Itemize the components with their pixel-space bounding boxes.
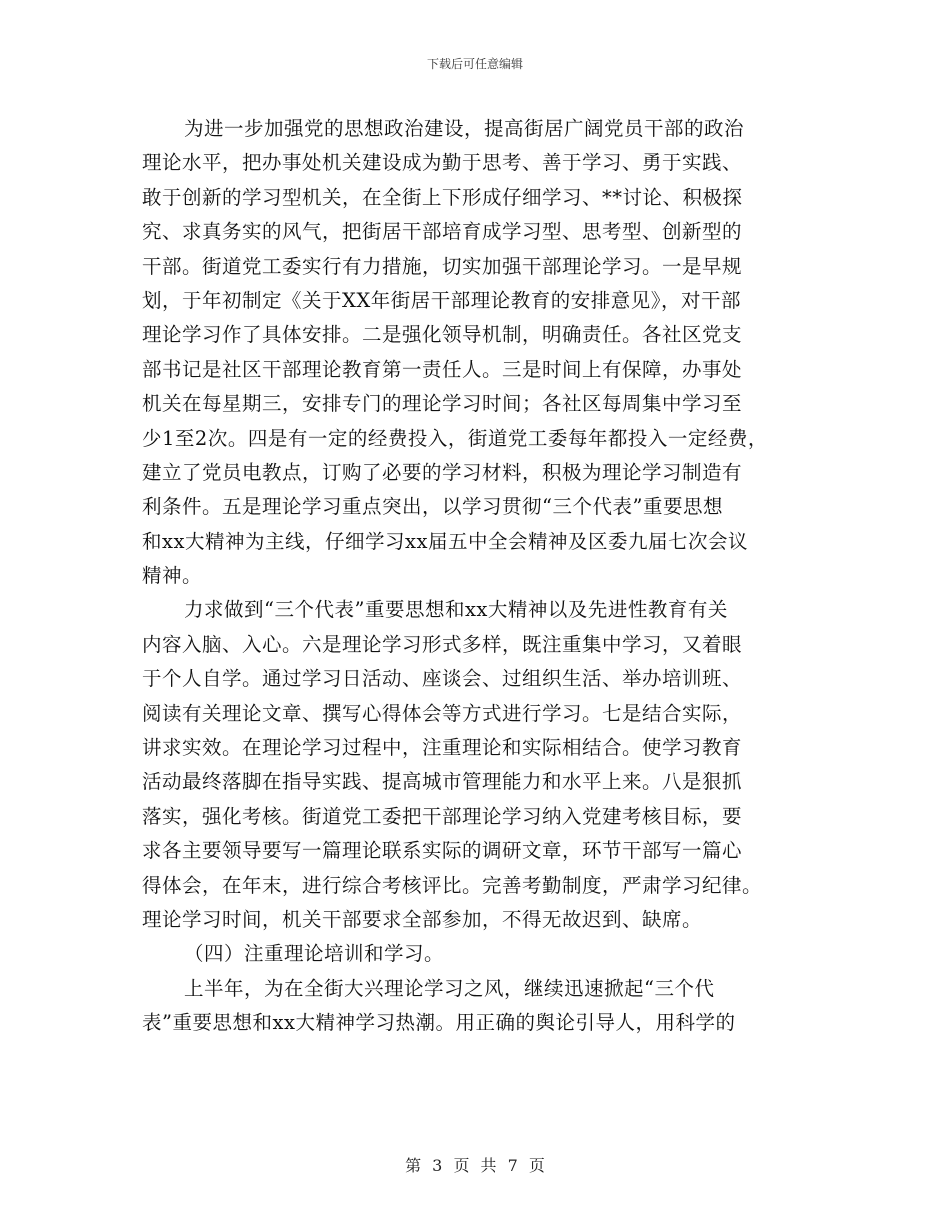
page-number-footer: 第 3 页 共 7 页: [405, 1156, 545, 1175]
text-line: 内容入脑、入心。六是理论学习形式多样，既注重集中学习，又着眼: [142, 632, 743, 656]
text-line: 敢于创新的学习型机关，在全街上下形成仔细学习、**讨论、积极探: [142, 185, 743, 209]
text-line: 得体会，在年末，进行综合考核评比。完善考勤制度，严肃学习纪律。: [142, 873, 763, 897]
text-line: 究、求真务实的风气，把街居干部培育成学习型、思考型、创新型的: [142, 220, 743, 244]
document-body: [142, 112, 832, 1041]
paragraph-2: [142, 593, 832, 937]
text-line: 力求做到“三个代表”重要思想和xx大精神以及先进性教育有关: [184, 598, 728, 622]
text-line: 理论学习时间，机关干部要求全部参加，不得无故迟到、缺席。: [142, 907, 703, 931]
text-line: 利条件。五是理论学习重点突出，以学习贯彻“三个代表”重要思想: [142, 495, 723, 519]
text-line: 求各主要领导要写一篇理论联系实际的调研文章，环节干部写一篇心: [142, 839, 743, 863]
paragraph-1: [142, 112, 832, 593]
text-line: 落实，强化考核。街道党工委把干部理论学习纳入党建考核目标，要: [142, 804, 743, 828]
text-line: 讲求实效。在理论学习过程中，注重理论和实际相结合。使学习教育: [142, 736, 743, 760]
text-line: 和xx大精神为主线，仔细学习xx届五中全会精神及区委九届七次会议: [142, 529, 748, 553]
page-header: 下载后可任意编辑: [426, 57, 523, 71]
section-heading: [142, 937, 832, 971]
text-line: 活动最终落脚在指导实践、提高城市管理能力和水平上来。八是狠抓: [142, 770, 743, 794]
text-line: 理论水平，把办事处机关建设成为勤于思考、善于学习、勇于实践、: [142, 151, 743, 175]
text-line: 机关在每星期三，安排专门的理论学习时间；各社区每周集中学习至: [142, 392, 743, 416]
text-line: 阅读有关理论文章、撰写心得体会等方式进行学习。七是结合实际，: [142, 701, 743, 725]
text-line: 表”重要思想和xx大精神学习热潮。用正确的舆论引导人，用科学的: [142, 1011, 736, 1035]
section-heading-text: （四）注重理论培训和学习。: [184, 942, 445, 966]
text-line: 干部。街道党工委实行有力措施，切实加强干部理论学习。一是早规: [142, 254, 743, 278]
paragraph-3: [142, 972, 832, 1041]
text-line: 少1至2次。四是有一定的经费投入，街道党工委每年都投入一定经费，: [142, 426, 768, 450]
text-line: 部书记是社区干部理论教育第一责任人。三是时间上有保障，办事处: [142, 357, 743, 381]
text-line: 上半年，为在全街大兴理论学习之风，继续迅速掀起“三个代: [184, 976, 715, 1000]
text-line: 为进一步加强党的思想政治建设，提高街居广阔党员干部的政治: [184, 117, 745, 140]
text-line: 于个人自学。通过学习日活动、座谈会、过组织生活、举办培训班、: [142, 667, 743, 691]
text-line: 建立了党员电教点，订购了必要的学习材料，积极为理论学习制造有: [142, 460, 743, 484]
text-line: 精神。: [142, 564, 203, 588]
text-line: 理论学习作了具体安排。二是强化领导机制，明确责任。各社区党支: [142, 323, 743, 347]
text-line: 划，于年初制定《关于XX年街居干部理论教育的安排意见》，对干部: [142, 288, 742, 312]
